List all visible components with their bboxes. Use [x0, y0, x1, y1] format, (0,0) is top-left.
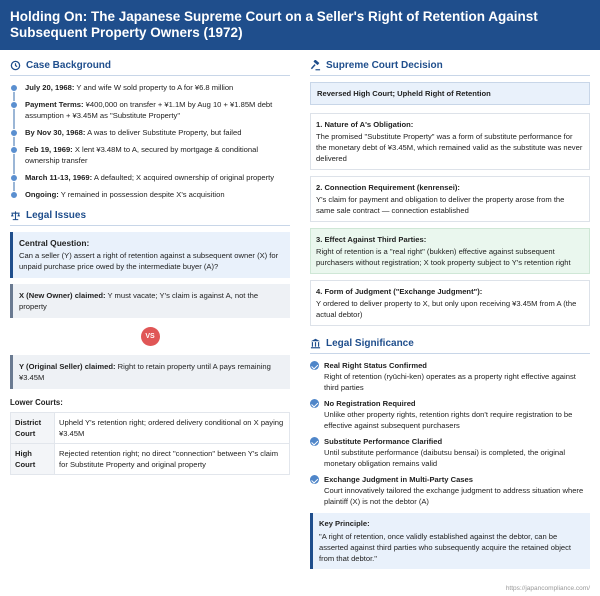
lower-courts-title: Lower Courts:	[10, 398, 63, 407]
timeline-item: Feb 19, 1969: X lent ¥3.48M to A, secured by mortgage & conditional ownership transfer	[25, 144, 290, 166]
institution-icon	[310, 338, 321, 349]
scales-icon	[10, 210, 21, 221]
timeline-item: July 20, 1968: Y and wife W sold property to A for ¥6.8 million	[25, 82, 290, 93]
footer-url[interactable]: https://japancompliance.com/	[505, 585, 590, 592]
significance-item: Substitute Performance Clarified Until substitute performance (daibutsu bensai) is completed, the original monetary obligation remains valid	[310, 436, 590, 469]
history-icon	[10, 60, 21, 71]
timeline-item: Payment Terms: ¥400,000 on transfer + ¥1.1M by Aug 10 + ¥1.85M debt assumption + ¥3.45M as "Substitute Property"	[25, 99, 290, 121]
table-row: High Court Rejected retention right; no direct "connection" between Y's claim for Substitute Property and original property	[11, 444, 290, 475]
left-column	[10, 58, 290, 475]
supreme-court-decision-heading: Supreme Court Decision	[310, 58, 590, 76]
vs-badge: VS	[141, 327, 160, 346]
timeline-item: By Nov 30, 1968: A was to deliver Substitute Property, but failed	[25, 127, 290, 138]
decision-card: 2. Connection Requirement (kenrensei): Y's claim for payment and obligation to deliver the property arose from the same sale contract — connection established	[310, 176, 590, 222]
significance-item: No Registration Required Unlike other property rights, retention rights don't require registration to be effective against subsequent purchasers	[310, 398, 590, 431]
check-icon	[310, 475, 319, 484]
legal-issues-heading: Legal Issues	[10, 208, 290, 226]
significance-item: Exchange Judgment in Multi-Party Cases Court innovatively tailored the exchange judgment to address situation where plaintiff (X) is not the debtor (A)	[310, 474, 590, 507]
significance-item: Real Right Status Confirmed Right of retention (ryūchi-ken) operates as a property right effective against third parties	[310, 360, 590, 393]
decision-card-highlighted: 3. Effect Against Third Parties: Right of retention is a "real right" (bukken) effective against subsequent purchasers without registration; X took property subject to Y's retention right	[310, 228, 590, 274]
gavel-icon	[310, 60, 321, 71]
header-banner	[0, 0, 600, 50]
timeline	[10, 82, 290, 200]
legal-significance-heading: Legal Significance	[310, 336, 590, 354]
central-question: Central Question: Can a seller (Y) assert a right of retention against a subsequent owner (X) for unpaid purchase price owed by the intermediate buyer (A)?	[10, 232, 290, 278]
case-background-heading: Case Background	[10, 58, 290, 76]
claim-x: X (New Owner) claimed: Y must vacate; Y's claim is against A, not the property	[10, 284, 290, 318]
check-icon	[310, 437, 319, 446]
decision-banner: Reversed High Court; Upheld Right of Retention	[310, 82, 590, 105]
key-principle: Key Principle: "A right of retention, once validly established against the debtor, can be asserted against third parties who subsequently acquire the retained object from that debtor."	[310, 513, 590, 569]
timeline-item: March 11-13, 1969: A defaulted; X acquired ownership of original property	[25, 172, 290, 183]
claim-y: Y (Original Seller) claimed: Right to retain property until A pays remaining ¥3.45M	[10, 355, 290, 389]
table-row: District Court Upheld Y's retention right; ordered delivery conditional on X paying ¥3.45M	[11, 413, 290, 444]
page-title: Holding On: The Japanese Supreme Court on a Seller's Right of Retention Against Subsequent Property Owners (1972)	[10, 9, 538, 40]
lower-courts-table	[10, 412, 290, 475]
right-column	[310, 58, 590, 569]
check-icon	[310, 399, 319, 408]
timeline-item: Ongoing: Y remained in possession despite X's acquisition	[25, 189, 290, 200]
decision-card: 1. Nature of A's Obligation: The promised "Substitute Property" was a form of substitute performance for the monetary debt of ¥3.45M, which remained valid as the substitute was never delivered	[310, 113, 590, 170]
check-icon	[310, 361, 319, 370]
decision-card: 4. Form of Judgment ("Exchange Judgment"): Y ordered to deliver property to X, but only upon receiving ¥3.45M from A (the actual debtor)	[310, 280, 590, 326]
